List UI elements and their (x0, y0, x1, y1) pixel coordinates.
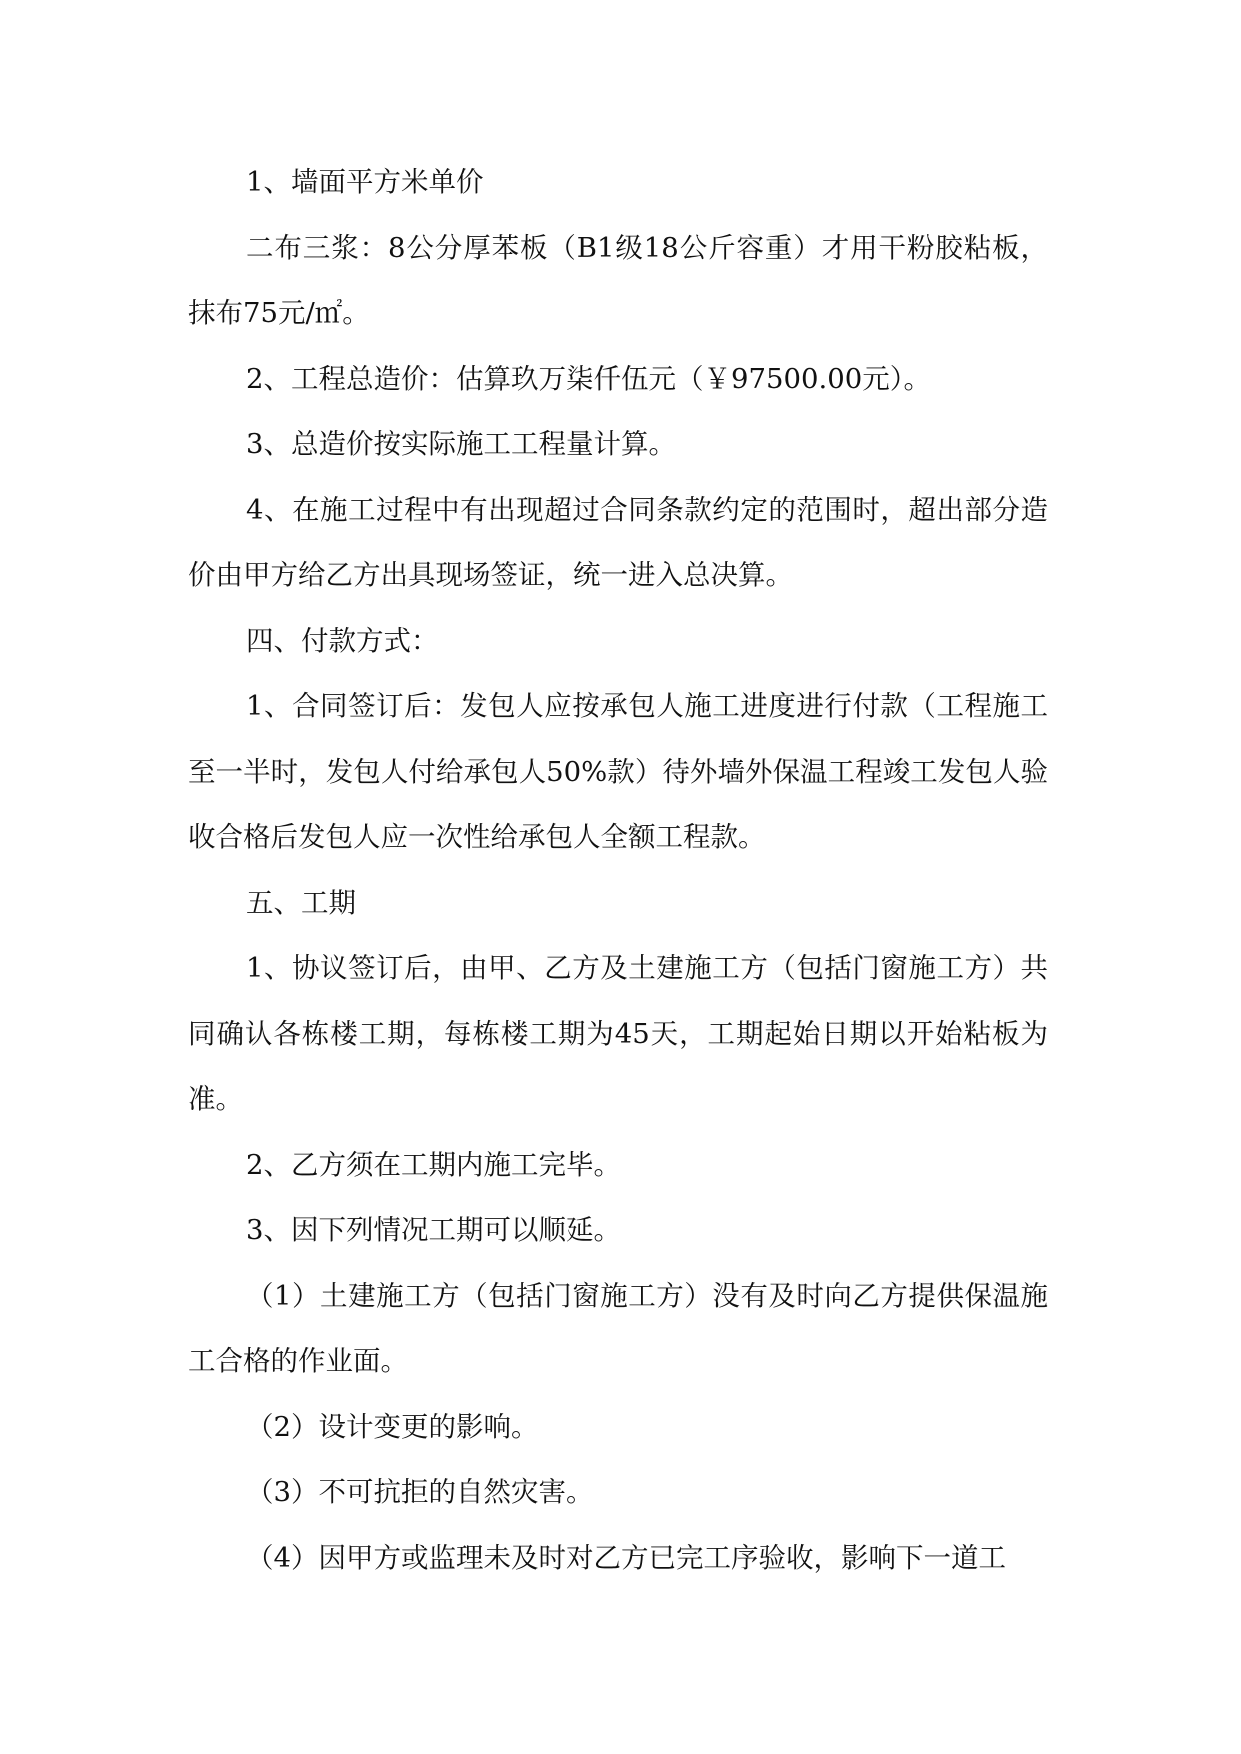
document-body (188, 150, 1048, 1591)
paragraph-wall-unit-price-detail: 二布三浆：8公分厚苯板（B1级18公斤容重）才用干粉胶粘板，抹布75元/㎡。 (188, 231, 1048, 329)
list-item-extension-1: （1）土建施工方（包括门窗施工方）没有及时向乙方提供保温施工合格的作业面。 (188, 1279, 1048, 1377)
paragraph-cost-calculation: 3、总造价按实际施工工程量计算。 (246, 428, 676, 460)
paragraph-extra-scope: 4、在施工过程中有出现超过合同条款约定的范围时，超出部分造价由甲方给乙方出具现场签证，统一进入总决算。 (188, 493, 1048, 591)
list-item-extension-3: （3）不可抗拒的自然灾害。 (246, 1476, 594, 1508)
paragraph-schedule-confirmation: 1、协议签订后，由甲、乙方及土建施工方（包括门窗施工方）共同确认各栋楼工期，每栋楼工期为45天，工期起始日期以开始粘板为准。 (188, 952, 1048, 1115)
paragraph-schedule-completion: 2、乙方须在工期内施工完毕。 (246, 1148, 621, 1181)
paragraph-payment-terms: 1、合同签订后：发包人应按承包人施工进度进行付款（工程施工至一半时，发包人付给承包人50%款）待外墙外保温工程竣工发包人验收合格后发包人应一次性给承包人全额工程款。 (188, 690, 1048, 853)
paragraph-total-cost: 2、工程总造价：估算玖万柒仟伍元（￥97500.00元）。 (246, 362, 931, 395)
section-heading-schedule: 五、工期 (246, 886, 356, 919)
list-item-extension-2: （2）设计变更的影响。 (246, 1410, 539, 1443)
list-item-extension-4: （4）因甲方或监理未及时对乙方已完工序验收，影响下一道工 (246, 1541, 1006, 1574)
paragraph-schedule-extension: 3、因下列情况工期可以顺延。 (246, 1214, 621, 1246)
section-heading-payment: 四、付款方式： (246, 624, 439, 657)
paragraph-wall-unit-price-heading: 1、墙面平方米单价 (246, 166, 484, 198)
